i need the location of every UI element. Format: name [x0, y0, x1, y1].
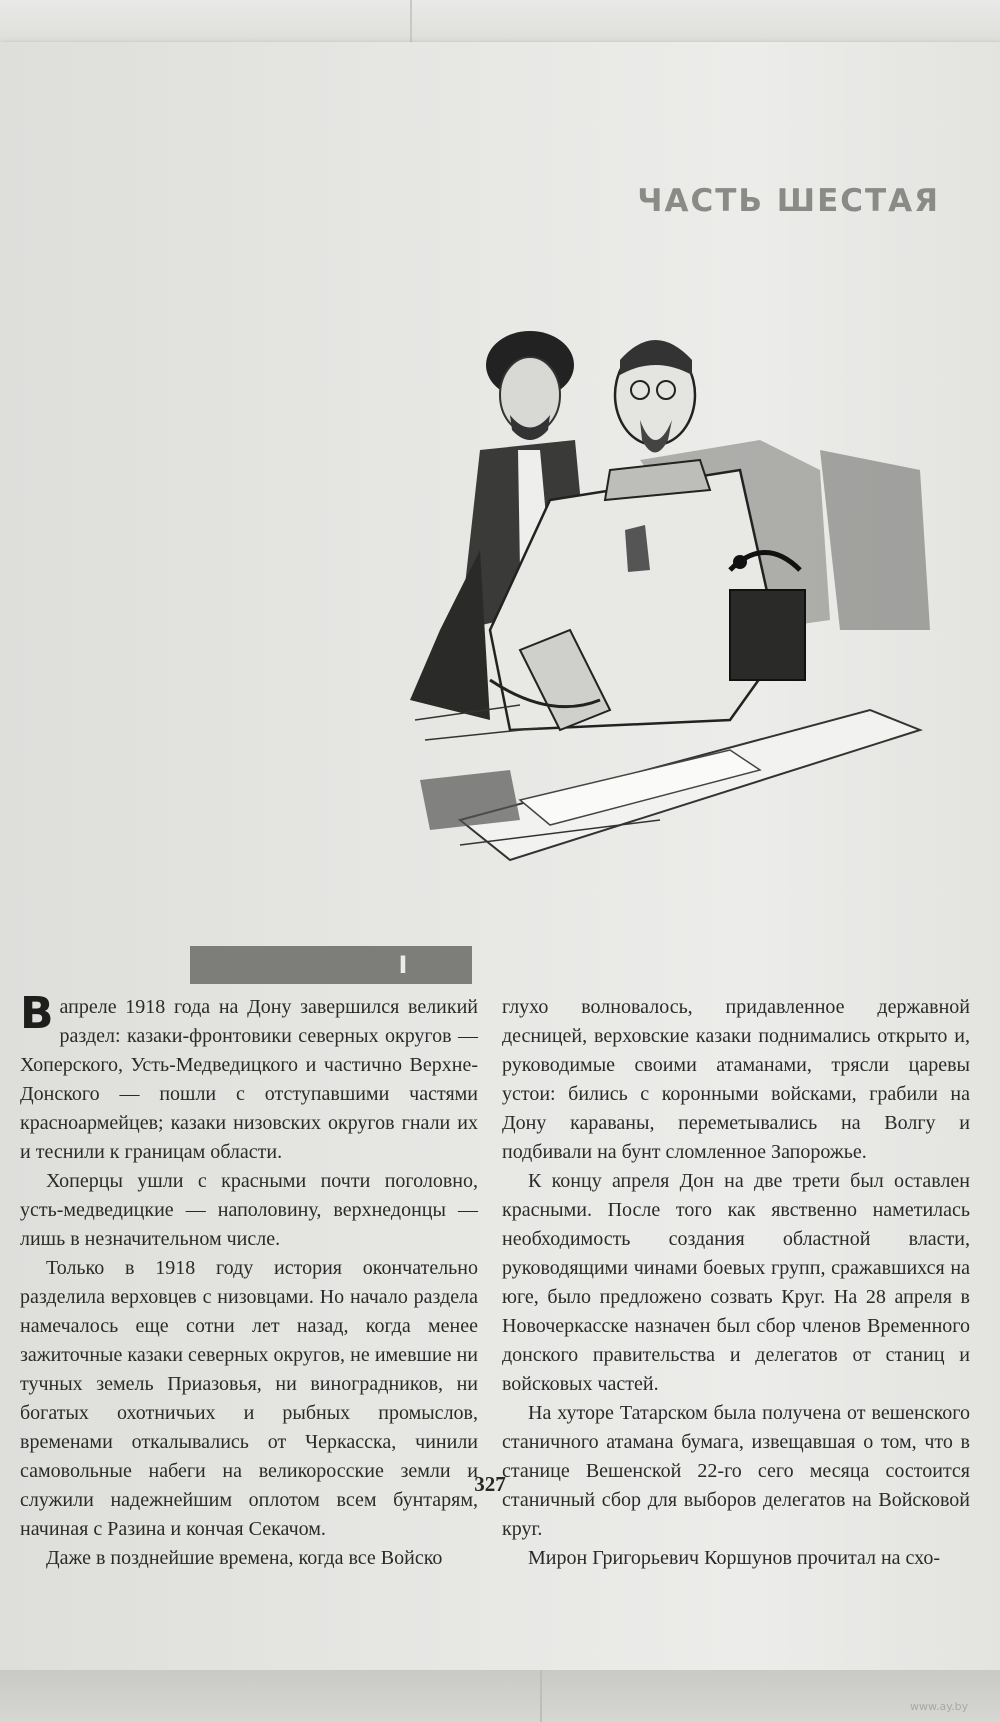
text-column-right [502, 993, 970, 1573]
paragraph: Хоперцы ушли с красными почти поголовно, усть-медведицкие — наполовину, верхнедонцы — лишь в незначительном числе. [20, 1170, 478, 1250]
watermark: www.ay.by [910, 1700, 969, 1713]
paragraph: Даже в позднейшие времена, когда все Войско [46, 1547, 443, 1569]
paragraph: К концу апреля Дон на две трети был оставлен красными. После того как явственно наметилась необходимость создания областной власти, руководящими чинами боевых групп, сражавшихся на юге, было предложено созвать Круг. На 28 апреля в Новочеркасске назначен был сбор членов Временного донского правительства и делегатов от станиц и войсковых частей. [502, 1170, 970, 1395]
illustration-icon [400, 300, 940, 870]
dropcap-letter: В [20, 988, 54, 1039]
paragraph [20, 988, 478, 1167]
paragraph: Только в 1918 году история окончательно разделила верховцев с низовцами. Но начало раздела намечалось еще сотни лет назад, когда менее зажиточные казаки северных округов, не имевшие ни тучных земель Приазовья, ни виноградников, ни богатых охотничьих и рыбных промыслов, временами откалывались от Черкасска, чинили самовольные набеги на великоросские земли и служили надежнейшим оплотом всем бунтарям, начиная с Разина и кончая Секачом. [20, 1257, 478, 1540]
paragraph: Мирон Григорьевич Коршунов прочитал на схо- [528, 1547, 941, 1569]
paragraph-text: апреле 1918 года на Дону завершился великий раздел: казаки-фронтовики северных округов — Хоперского, Усть-Медведицкого и частично Верхне-Донского — пошли с отступавшими частями красноармейцев; казаки низовских округов гнали их и теснили к границам области. [20, 996, 478, 1163]
paragraph: глухо волновалось, придавленное державной десницей, верховские казаки поднимались открыто и, руководимые своими атаманами, трясли царевы устои: бились с коронными войсками, грабили на Дону караваны, переметывались на Волгу и подбивали на бунт сломленное Запорожье. [502, 996, 970, 1163]
chapter-title: ЧАСТЬ ШЕСТАЯ [637, 183, 940, 219]
chapter-numeral: I [398, 951, 408, 979]
paragraph: На хуторе Татарском была получена от вешенского станичного атамана бумага, извещавшая о том, что в станице Вешенской 22-го сего месяца состоится станичный сбор для выборов делегатов на Войсковой круг. [502, 1402, 970, 1540]
background-bottom-seam [540, 1670, 542, 1722]
background-bottom [0, 1670, 1000, 1722]
chapter-numeral-bar [190, 946, 472, 984]
page-number: 327 [474, 1472, 506, 1496]
text-column-left [20, 988, 478, 1573]
